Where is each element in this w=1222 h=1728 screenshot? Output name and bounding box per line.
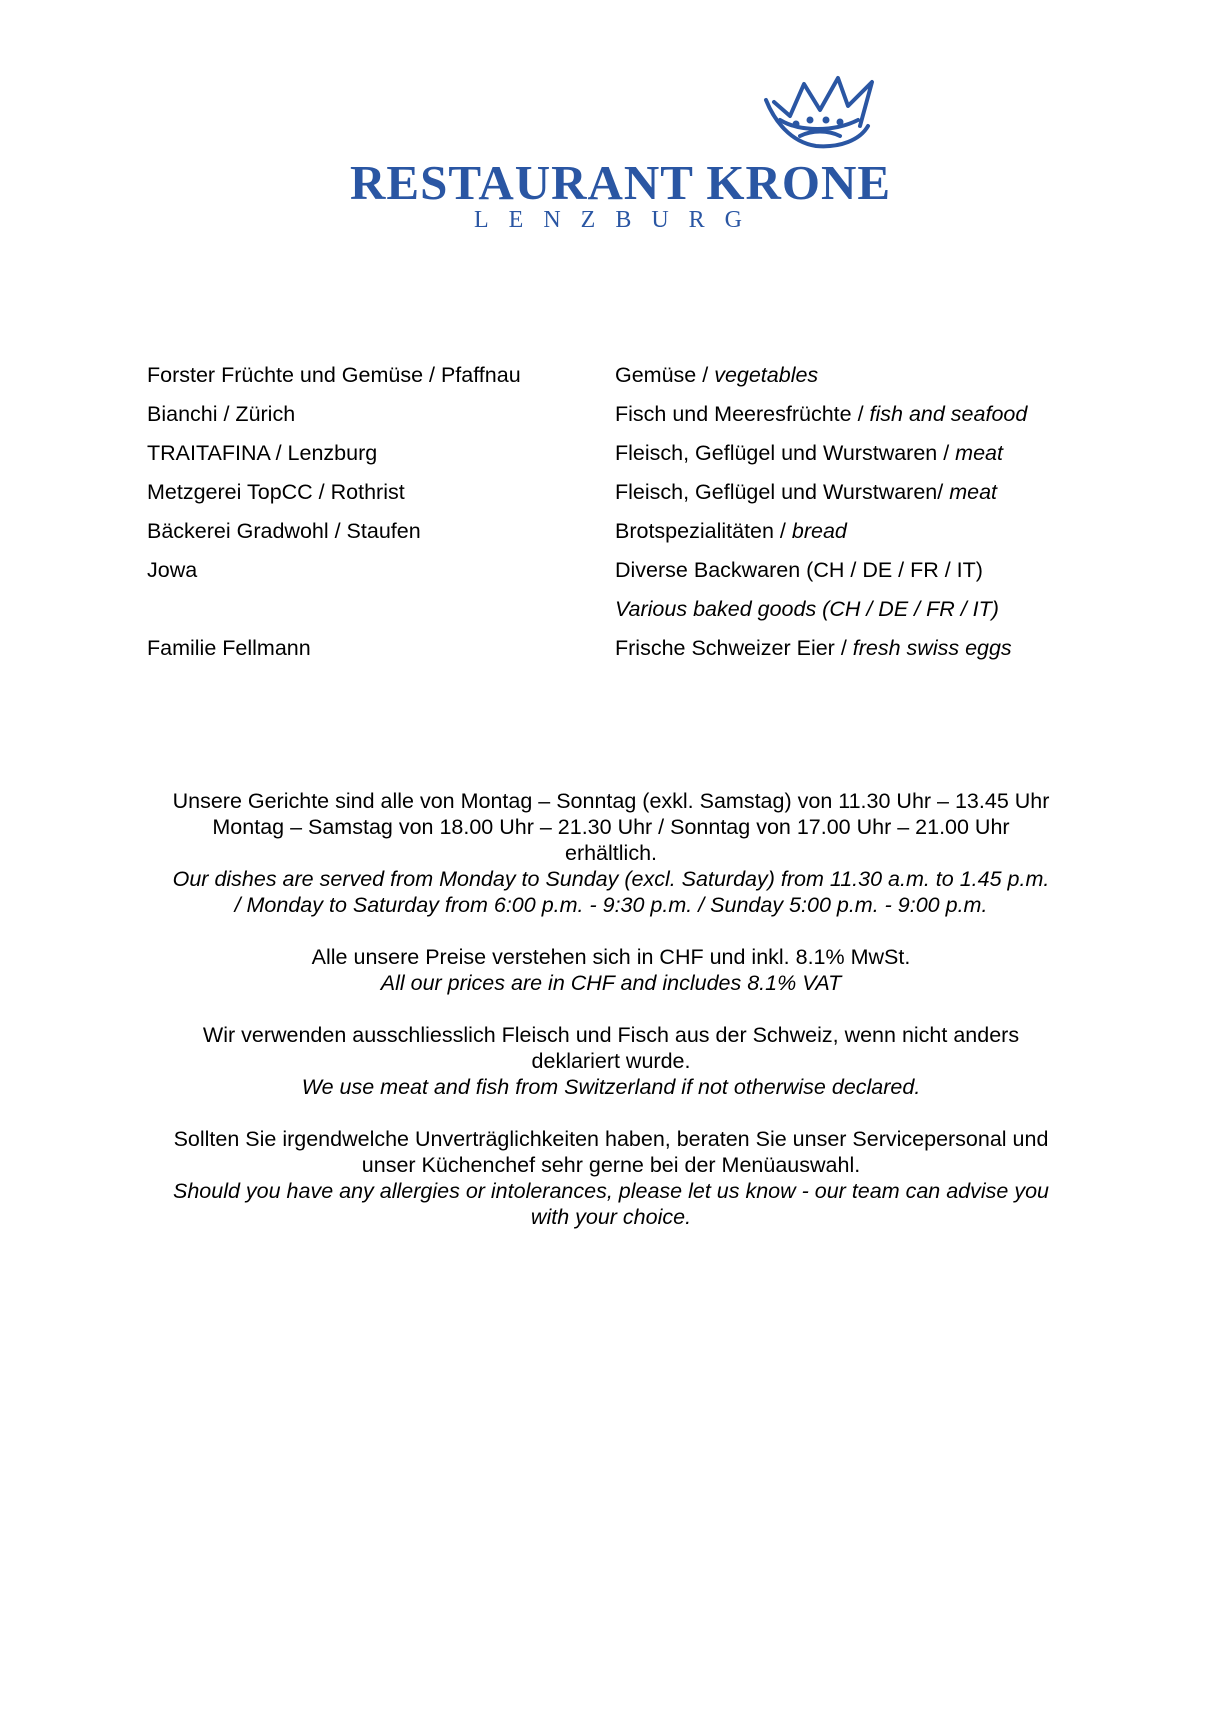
meat-origin-note <box>130 1022 1092 1100</box>
meat-text-de: Wir verwenden ausschliesslich Fleisch und Fisch aus der Schweiz, wenn nicht anders <box>202 1023 1020 1047</box>
allergy-note <box>130 1126 1092 1230</box>
supplier-name: Jowa <box>147 558 198 582</box>
hours-text-de: Montag – Samstag von 18.00 Uhr – 21.30 Uhr / Sonntag von 17.00 Uhr – 21.00 Uhr <box>212 815 1010 839</box>
prices-text-en: All our prices are in CHF and includes 8.1% VAT <box>380 971 842 995</box>
allergy-text-de: Sollten Sie irgendwelche Unverträglichkeiten haben, beraten Sie unser Servicepersonal und <box>173 1127 1049 1151</box>
supplier-products: Fisch und Meeresfrüchte / fish and seafood <box>615 402 1028 426</box>
supplier-row <box>147 356 1107 395</box>
supplier-row <box>147 590 1107 629</box>
supplier-row <box>147 395 1107 434</box>
hours-text-en: Our dishes are served from Monday to Sunday (excl. Saturday) from 11.30 a.m. to 1.45 p.m. <box>172 867 1050 891</box>
supplier-name: TRAITAFINA / Lenzburg <box>147 441 378 465</box>
brand-city: LENZBURG <box>474 207 762 233</box>
supplier-row <box>147 551 1107 590</box>
supplier-row <box>147 473 1107 512</box>
supplier-products: Brotspezialitäten / bread <box>615 519 847 543</box>
supplier-row <box>147 434 1107 473</box>
supplier-products: Fleisch, Geflügel und Wurstwaren/ meat <box>615 480 998 504</box>
hours-text-de: Unsere Gerichte sind alle von Montag – Sonntag (exkl. Samstag) von 11.30 Uhr – 13.45 Uhr <box>172 789 1050 813</box>
prices-text-de: Alle unsere Preise verstehen sich in CHF und inkl. 8.1% MwSt. <box>311 945 911 969</box>
allergy-text-de: unser Küchenchef sehr gerne bei der Menüauswahl. <box>361 1153 861 1177</box>
brand-name: RESTAURANT KRONE <box>350 155 892 210</box>
supplier-products: Frische Schweizer Eier / fresh swiss eggs <box>615 636 1012 660</box>
supplier-list <box>147 356 1107 668</box>
supplier-products: Gemüse / vegetables <box>615 363 819 387</box>
supplier-name: Forster Früchte und Gemüse / Pfaffnau <box>147 363 521 387</box>
prices-note <box>130 944 1092 996</box>
crown-icon <box>760 70 880 152</box>
supplier-name: Bianchi / Zürich <box>147 402 296 426</box>
supplier-name: Metzgerei TopCC / Rothrist <box>147 480 405 504</box>
restaurant-logo <box>350 70 892 240</box>
allergy-text-en: with your choice. <box>530 1205 692 1229</box>
supplier-row <box>147 629 1107 668</box>
supplier-products: Diverse Backwaren (CH / DE / FR / IT) <box>615 558 983 582</box>
supplier-products: Various baked goods (CH / DE / FR / IT) <box>615 597 999 621</box>
hours-text-en: / Monday to Saturday from 6:00 p.m. - 9:30 p.m. / Sunday 5:00 p.m. - 9:00 p.m. <box>234 893 988 917</box>
opening-hours-note <box>130 788 1092 918</box>
notes-section <box>130 788 1092 1256</box>
supplier-name: Bäckerei Gradwohl / Staufen <box>147 519 421 543</box>
meat-text-de: deklariert wurde. <box>531 1049 691 1073</box>
meat-text-en: We use meat and fish from Switzerland if not otherwise declared. <box>301 1075 921 1099</box>
supplier-products: Fleisch, Geflügel und Wurstwaren / meat <box>615 441 1003 465</box>
supplier-row <box>147 512 1107 551</box>
allergy-text-en: Should you have any allergies or intolerances, please let us know - our team can advise you <box>172 1179 1050 1203</box>
supplier-name: Familie Fellmann <box>147 636 311 660</box>
hours-text-de: erhältlich. <box>564 841 657 865</box>
